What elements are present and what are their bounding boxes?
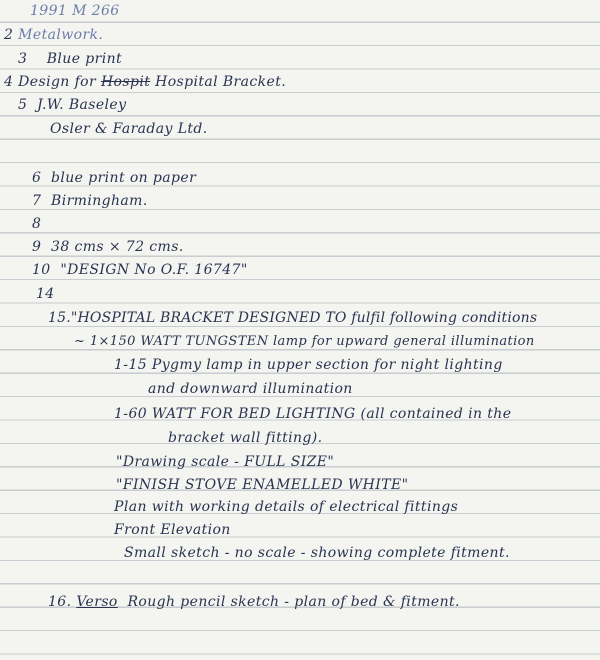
entry-5-company: Osler & Faraday Ltd. xyxy=(50,121,208,137)
condition-line: "Drawing scale - FULL SIZE" xyxy=(116,454,335,470)
condition-line: "FINISH STOVE ENAMELLED WHITE" xyxy=(116,477,409,493)
entry-text: Blue print xyxy=(46,51,123,67)
entry-number: 4 xyxy=(4,74,14,90)
entry-6 xyxy=(32,170,196,186)
entry-number: 3 xyxy=(18,51,28,67)
entry-3 xyxy=(18,51,122,67)
entry-number: 8 xyxy=(32,216,42,232)
entry-text: "DESIGN No O.F. 16747" xyxy=(60,262,248,278)
entry-number: 16. xyxy=(48,594,72,610)
condition-line: ~ 1×150 WATT TUNGSTEN lamp for upward general illumination xyxy=(74,334,535,349)
verso-label: Verso xyxy=(76,594,118,610)
entry-14: 14 xyxy=(36,286,55,302)
condition-line: Plan with working details of electrical fittings xyxy=(114,499,459,515)
entry-number: 7 xyxy=(32,193,42,209)
condition-line: 1-15 Pygmy lamp in upper section for night lighting xyxy=(114,357,503,373)
entry-number: 9 xyxy=(32,239,42,255)
entry-10 xyxy=(32,262,248,278)
reference-number: 1991 M 266 xyxy=(30,3,120,19)
entry-number: 2 xyxy=(4,27,14,43)
entry-number: 5 xyxy=(18,97,28,113)
entry-text: blue print on paper xyxy=(51,170,197,186)
entry-7 xyxy=(32,193,148,209)
condition-line: and downward illumination xyxy=(148,381,353,397)
entry-text: J.W. Baseley xyxy=(37,97,127,113)
entry-text: "HOSPITAL BRACKET DESIGNED TO fulfil following conditions xyxy=(70,310,538,326)
entry-text: Birmingham. xyxy=(51,193,148,209)
entry-number: 15. xyxy=(48,310,71,326)
entry-9 xyxy=(32,239,184,255)
entry-text: Rough pencil sketch - plan of bed & fitment. xyxy=(127,594,460,610)
entry-text: Metalwork. xyxy=(18,27,104,43)
entry-text: 38 cms × 72 cms. xyxy=(51,239,184,255)
entry-text: Hospital Bracket. xyxy=(155,74,287,90)
entry-5 xyxy=(18,97,126,113)
condition-line: bracket wall fitting). xyxy=(168,430,323,446)
entry-number: 10 xyxy=(32,262,51,278)
entry-15 xyxy=(48,310,537,326)
entry-2 xyxy=(4,27,103,43)
condition-line: Small sketch - no scale - showing complete fitment. xyxy=(124,545,510,561)
entry-16 xyxy=(48,594,460,610)
entry-4 xyxy=(4,74,286,90)
condition-line: 1-60 WATT FOR BED LIGHTING (all contained in the xyxy=(114,406,512,422)
entry-text: Design for xyxy=(18,74,97,90)
entry-number: 6 xyxy=(32,170,42,186)
condition-line: Front Elevation xyxy=(114,522,231,538)
struck-text: Hospit xyxy=(100,74,151,90)
entry-8 xyxy=(32,216,41,232)
